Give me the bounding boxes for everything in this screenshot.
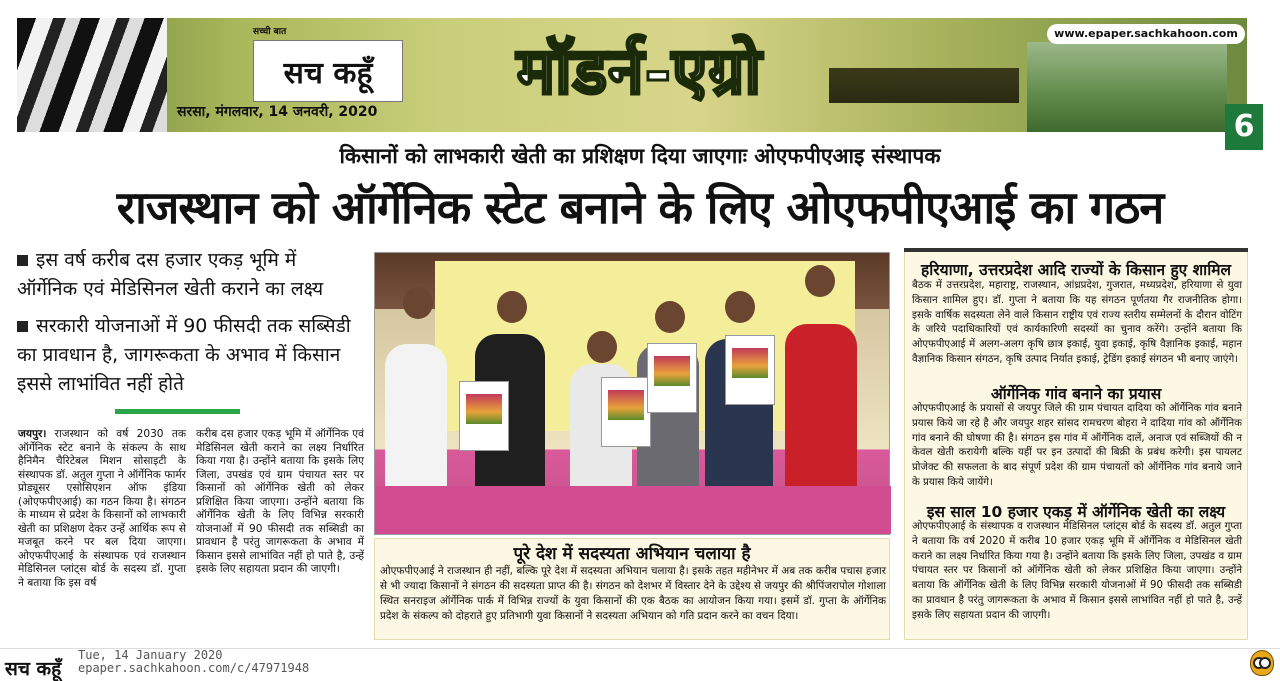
caption-heading: पूरे देश में सदस्यता अभियान चलाया है (513, 544, 751, 564)
highlight-bullet (17, 246, 362, 304)
brand-logo (253, 40, 403, 102)
bullet-text: सरकारी योजनाओं में 90 फीसदी तक सब्सिडी का प्रावधान है, जागरूकता के अभाव में किसान इससे लाभांवित नहीं होते (17, 315, 351, 395)
person-head (655, 301, 685, 333)
event-photo (374, 252, 890, 535)
sidebar-text: ओएफपीएआई के प्रयासों से जयपुर जिले की ग्राम पंचायत दादिया को ऑर्गेनिक गांव बनाने प्रयास किये जा रहे है और जयपुर शहर सांसद रामचरण बोहरा ने दादिया गांव को ऑर्गेनिक गांव बनाने की घोषणा की है। संगठन इस गांव में ऑर्गेनिक दालें, अनाज एवं सब्जियों की न केवल खेती करायेगी बल्कि यहीं पर इन उत्पादों की बिक्री के प्रबंध करेगी। इस पायलट प्रोजेक्ट की सफलता के बाद संपूर्ण प्रदेश की ग्राम पंचायतों को ऑर्गेनिक गांव बनाये जाने के प्रयास किये जायेंगे। (912, 403, 1242, 488)
bullet-square-icon (17, 255, 28, 266)
owl-icon[interactable] (1250, 650, 1274, 676)
green-divider (115, 409, 240, 414)
bullet-text: इस वर्ष करीब दस हजार एकड़ भूमि में ऑर्गेनिक एवं मेडिसिनल खेती कराने का लक्ष्य (17, 249, 324, 300)
dateline: सरसा, मंगलवार, 14 जनवरी, 2020 (177, 104, 378, 120)
table-cloth (375, 486, 891, 534)
brand-tagline: सच्ची बात (253, 27, 287, 37)
person (785, 324, 857, 494)
highlight-bullet (17, 312, 362, 399)
footer-brand: सच कहूँ (5, 658, 62, 680)
sidebar-text: बैठक में उत्तरप्रदेश, महाराष्ट्र, राजस्थान, आंध्रप्रदेश, गुजरात, मध्यप्रदेश, हरियाणा से युवा किसान शामिल हुए। डॉ. गुप्ता ने बताया कि यह संगठन पूर्णतया गैर राजनीतिक होगा। इसके वार्षिक सदस्यता लेने वाले किसान राष्ट्रीय एवं राज्य स्तरीय सम्मेलनों के दौरान वोटिंग के जरिये पदाधिकारियों एवं कार्यकारिणी सदस्यों का चुनाव करेंगे। उन्होंने बताया कि ओएफपीएआई में अलग-अलग कृषि छात्र इकाई, युवा इकाई, कृषि वैज्ञानिक इकाई, महान वैज्ञानिक किसान संगठन, कृषि उत्पाद निर्यात इकाई, ट्रेडिंग इकाई संगठन भी बनाए जाएंगे। (912, 280, 1242, 365)
caption-text: ओएफपीएआई ने राजस्थान ही नहीं, बल्कि पूरे देश में सदस्यता अभियान चलाया है। इसके तहत महीनेभर में अब तक करीब पचास हजार से भी ज्यादा किसानों ने संगठन की सदस्यता प्राप्त की है। संगठन को देशभर में विस्तार देने के उद्देश्य से जयपुर की श्रीपिंजरापोल गोशाला स्थित सनराइज ऑर्गेनिक पार्क में विभिन्न राज्यों के युवा किसानों की एक बैठक का आयोजन किया गया। इसमें डॉ. गुप्ता के ऑर्गेनिक प्रदेश के संकल्प को दोहराते हुए प्रतिभागी युवा किसानों ने सदस्यता अभियान को गति प्रदान करने का वचन दिया। (380, 565, 886, 622)
person (385, 344, 447, 494)
person-head (403, 287, 433, 319)
booklet (459, 381, 509, 451)
sidebar-heading: इस साल 10 हजार एकड़ में ऑर्गेनिक खेती का लक्ष्य (926, 503, 1226, 521)
page-number-badge: 6 (1225, 104, 1263, 150)
masthead-banner (17, 18, 1255, 144)
story-column-1 (18, 428, 186, 590)
sidebar-top-rule (904, 248, 1248, 252)
booklet (725, 335, 775, 405)
kicker-headline: किसानों को लाभकारी खेती का प्रशिक्षण दिया जाएगाः ओएफपीएआइ संस्थापक (339, 144, 941, 168)
sidebar-heading: हरियाणा, उत्तरप्रदेश आदि राज्यों के किसान हुए शामिल (921, 261, 1231, 279)
brand-name: सच कहूँ (283, 56, 373, 91)
section-title: मॉडर्न-एग्रो (516, 34, 763, 109)
booklet (601, 377, 651, 447)
placeline: जयपुर। (18, 428, 47, 440)
story-column-2: करीब दस हजार एकड़ भूमि में ऑर्गेनिक एवं मेडिसिनल खेती कराने का लक्ष्य निर्धारित किया गया है। उन्होंने बताया कि इसके लिए जिला, उपखंड एवं ग्राम पंचायत स्तर पर किसानों को ऑर्गेनिक खेती को लेकर प्रशिक्षित किया जाएगा। उन्होंने बताया कि ऑर्गेनिक खेती के लिए विभिन्न सरकारी योजनाओं में 90 फीसदी तक सब्सिडी का प्रावधान है परंतु जागरूकता के अभाव में किसान इससे लाभांवित नहीं हो पाते है, उन्हें इसके लिए सहायता प्रदान की जाएगी। (196, 428, 364, 575)
epaper-url[interactable]: www.epaper.sachkahoon.com (1047, 24, 1245, 44)
story-text: राजस्थान को वर्ष 2030 तक ऑर्गेनिक स्टेट बनाने के संकल्प के साथ हैनिमैन चैरिटेबल मिशन सोसाइटी के संस्थापक डॉ. अतुल गुप्ता ने ऑर्गेनिक फार्मर प्रोड्यूसर एसोसिएशन ऑफ इंडिया (ओएफपीएआई) का गठन किया है। संगठन के माध्यम से प्रदेश के किसानों को लाभकारी खेती का प्रशिक्षण देकर उन्हें आर्थिक रूप से मजबूत करने पर बल दिया जाएगा। ओएफपीएआई के संस्थापक एवं राजस्थान मेडिसिनल प्लांट्स बोर्ड के सदस्य डॉ. गुप्ता ने बताया कि इस वर्ष (18, 428, 186, 589)
person-head (587, 331, 617, 363)
footer-date: Tue, 14 January 2020 (78, 648, 223, 662)
footer-url[interactable]: epaper.sachkahoon.com/c/47971948 (78, 661, 310, 675)
cows-photo (17, 18, 167, 132)
booklet (647, 343, 697, 413)
sidebar-heading: ऑर्गेनिक गांव बनाने का प्रयास (990, 385, 1162, 403)
bullet-square-icon (17, 321, 28, 332)
ox-plough-illustration (829, 28, 1019, 128)
person-head (497, 291, 527, 323)
sidebar-text: ओएफपीएआई के संस्थापक व राजस्थान मेडिसिनल प्लांट्स बोर्ड के सदस्य डॉ. अतुल गुप्ता ने बताया कि वर्ष 2020 में करीब 10 हजार एकड़ भूमि में ऑर्गेनिक व मेडिसिनल खेती कराने का लक्ष्य निर्धारित किया गया है। उन्होंने बताया कि इसके लिए जिला, उपखंड व ग्राम पंचायत स्तर पर किसानों को ऑर्गेनिक खेती को लेकर प्रशिक्षित किया जाएगा। उन्होंने बताया कि ऑर्गेनिक खेती के लिए विभिन्न सरकारी योजनाओं में 90 फीसदी तक सब्सिडी का प्रावधान है परंतु जागरूकता के अभाव में किसान इससे लाभांवित नहीं हो पाते है, उन्हें इसके लिए सहायता प्रदान की जाएगी। (912, 521, 1242, 621)
person-head (725, 291, 755, 323)
person-head (805, 265, 835, 297)
farmers-photo (1027, 42, 1227, 132)
main-headline: राजस्थान को ऑर्गेनिक स्टेट बनाने के लिए ओएफपीएआई का गठन (116, 181, 1164, 234)
